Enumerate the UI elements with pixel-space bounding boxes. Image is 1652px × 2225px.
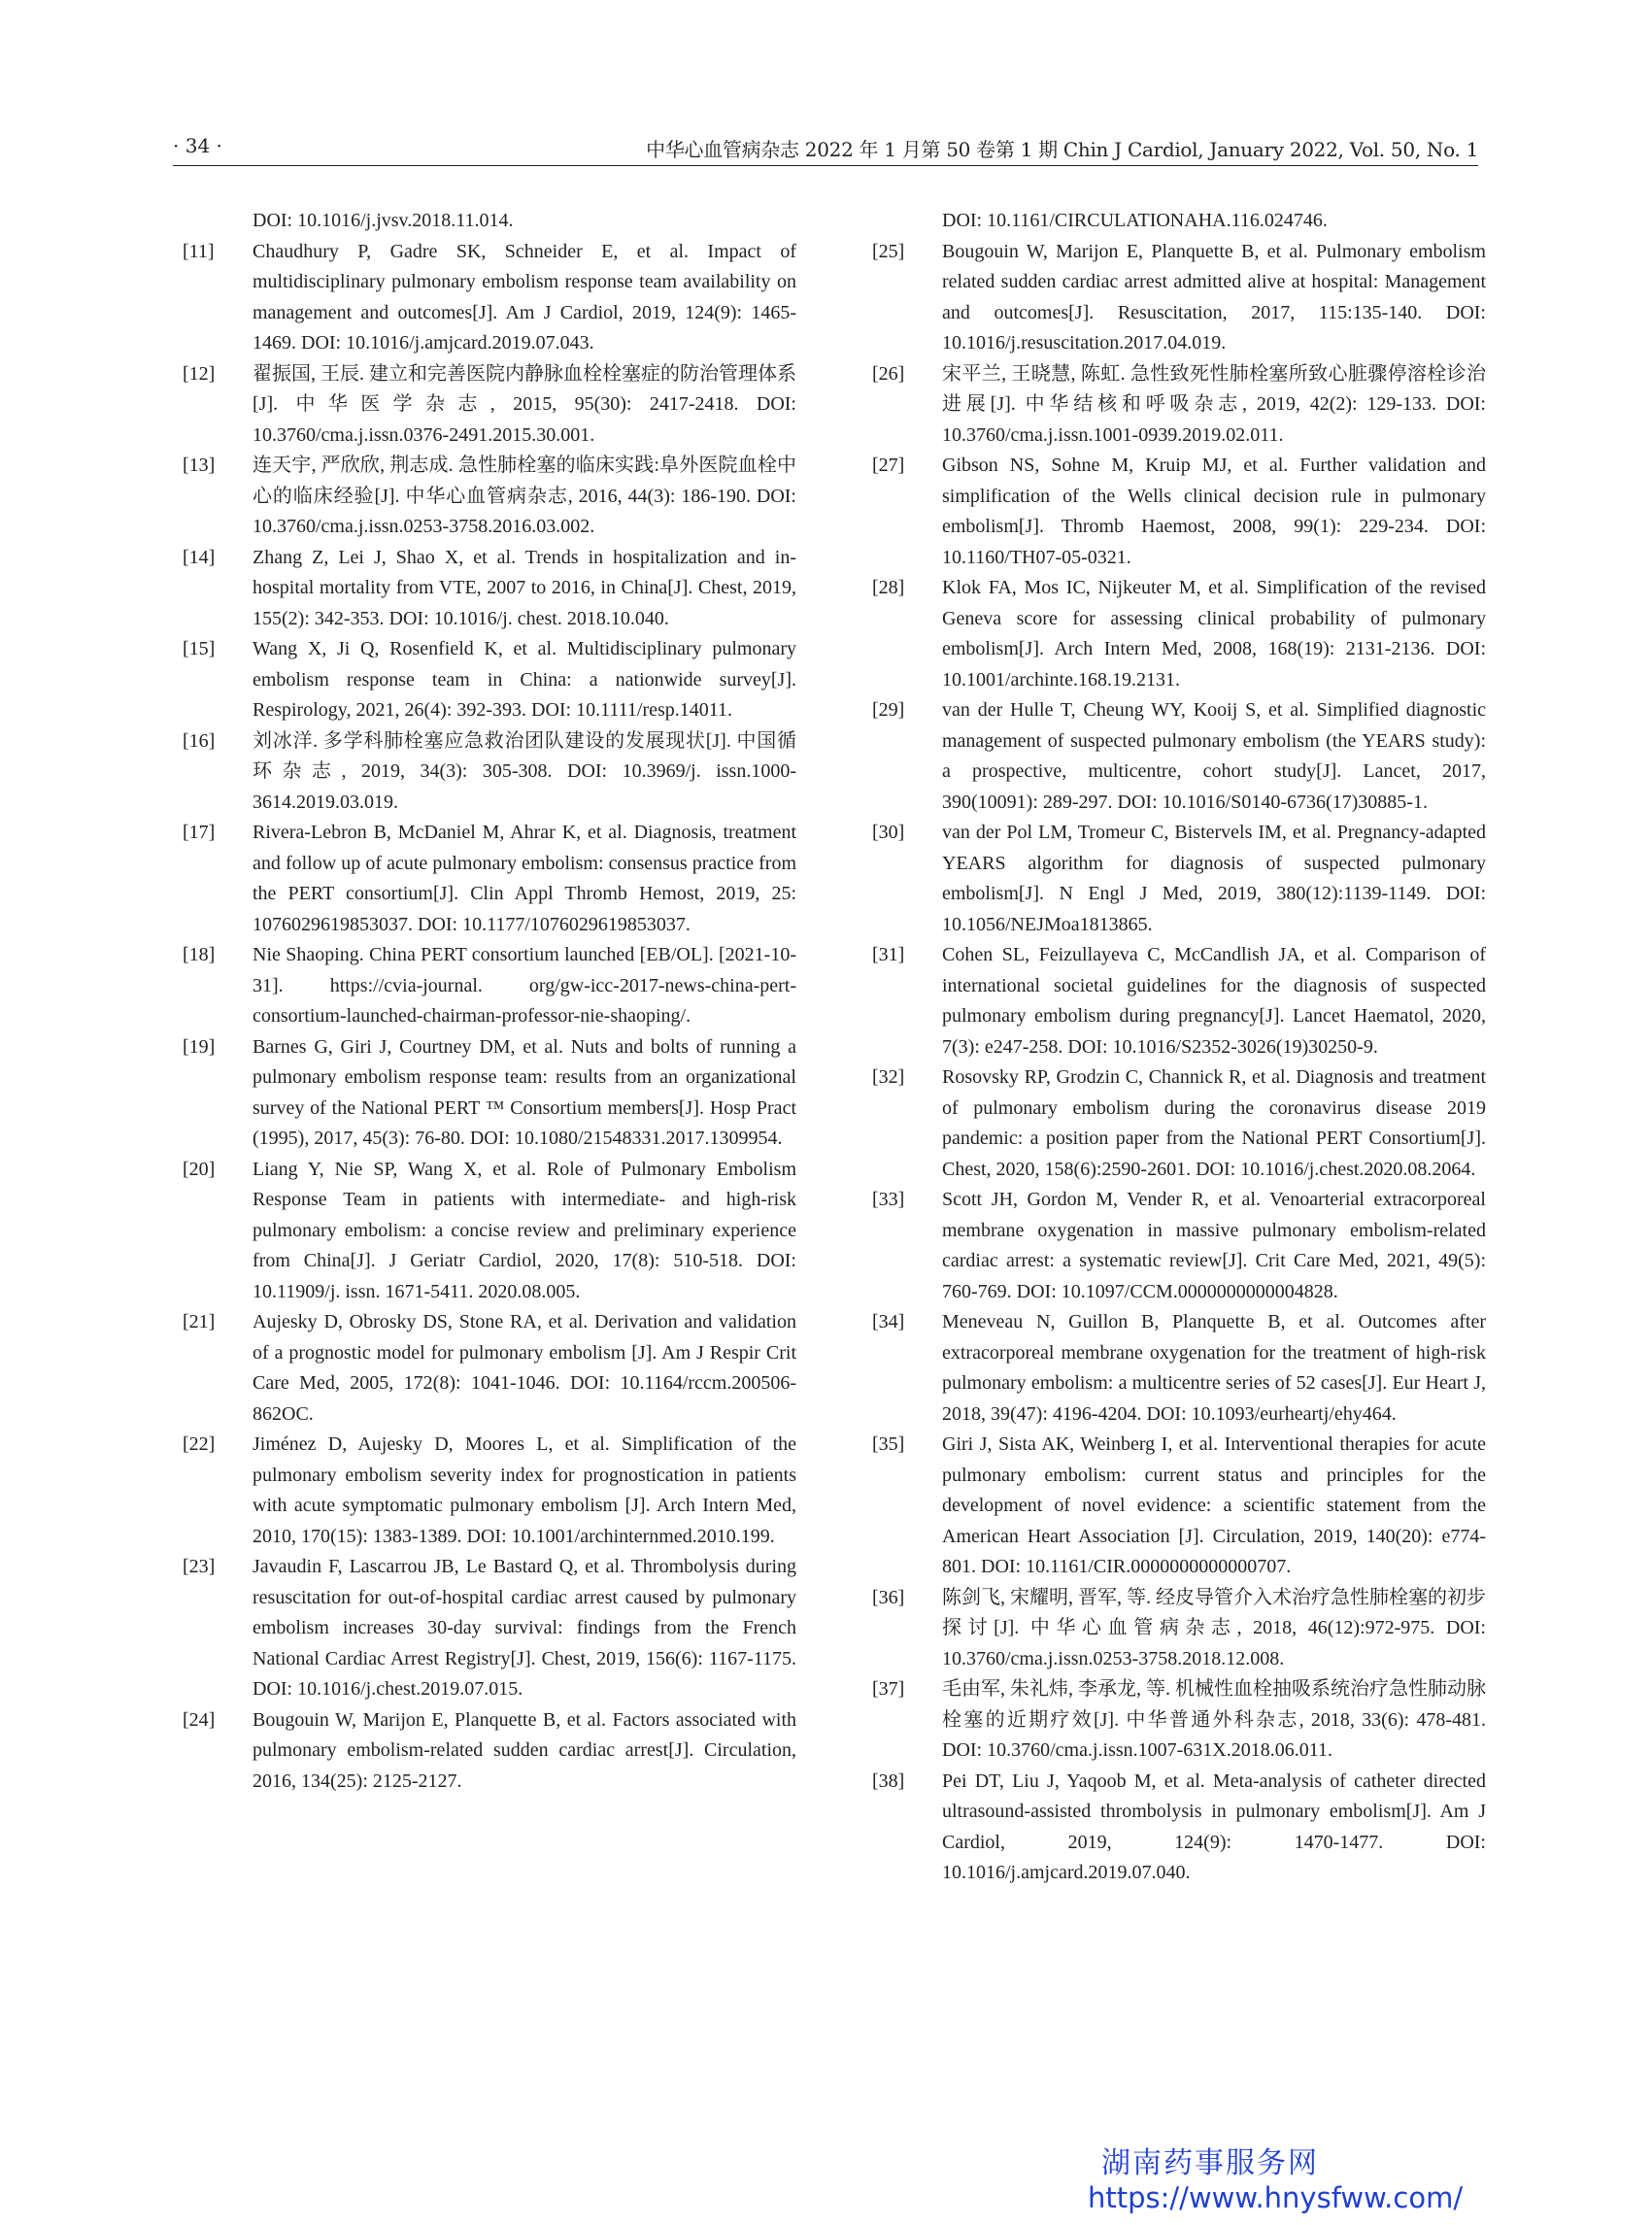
reference-item	[183, 940, 796, 1032]
reference-item	[872, 818, 1486, 940]
reference-text: Gibson NS, Sohne M, Kruip MJ, et al. Further validation and simplification of the Wells clinical decision rule in pulmonary embolism[J]. Thromb Haemost, 2008, 99(1): 229-234. DOI: 10.1160/TH07-05-0321.	[942, 455, 1486, 568]
reference-item	[872, 573, 1486, 695]
reference-number: [16]	[183, 729, 216, 752]
reference-continuation: DOI: 10.1016/j.jvsv.2018.11.014.	[253, 210, 514, 231]
reference-item	[872, 1583, 1486, 1675]
reference-text: Klok FA, Mos IC, Nijkeuter M, et al. Simplification of the revised Geneva score for assessing clinical probability of pulmonary embolism[J]. Arch Intern Med, 2008, 168(19): 2131-2136. DOI: 10.1001/archinte.168.19.2131.	[942, 577, 1486, 691]
reference-number: [38]	[872, 1770, 905, 1792]
reference-item	[872, 237, 1486, 359]
reference-text: Bougouin W, Marijon E, Planquette B, et al. Factors associated with pulmonary embolism-related sudden cardiac arrest[J]. Circulation, 2016, 134(25): 2125-2127.	[253, 1708, 796, 1792]
reference-text: Chaudhury P, Gadre SK, Schneider E, et al. Impact of multidisciplinary pulmonary embolism response team availability on management and outcomes[J]. Am J Cardiol, 2019, 124(9): 1465-1469. DOI: 10.1016/j.amjcard.2019.07.043.	[253, 240, 796, 354]
reference-number: [12]	[183, 362, 216, 385]
reference-text: Scott JH, Gordon M, Vender R, et al. Venoarterial extracorporeal membrane oxygenation in massive pulmonary embolism-related cardiac arrest: a systematic review[J]. Crit Care Med, 2021, 49(5): 760-769. DOI: 10.1097/CCM.0000000000004828.	[942, 1189, 1486, 1302]
reference-item	[872, 695, 1486, 818]
reference-number: [18]	[183, 944, 216, 965]
reference-number: [19]	[183, 1035, 216, 1058]
reference-text: Giri J, Sista AK, Weinberg I, et al. Interventional therapies for acute pulmonary embolism: current status and principles for the development of novel evidence: a scientific statement from the American Heart Association [J]. Circulation, 2019, 140(20): e774-801. DOI: 10.1161/CIR.0000000000000707.	[942, 1433, 1486, 1577]
references-right-column	[872, 206, 1486, 1889]
reference-number: [20]	[183, 1158, 216, 1180]
reference-item	[183, 818, 796, 940]
reference-item	[183, 1155, 796, 1308]
reference-text: Meneveau N, Guillon B, Planquette B, et al. Outcomes after extracorporeal membrane oxygenation for the treatment of high-risk pulmonary embolism: a multicentre series of 52 cases[J]. Eur Heart J, 2018, 39(47): 4196-4204. DOI: 10.1093/eurheartj/ehy464.	[942, 1311, 1486, 1425]
reference-number: [17]	[183, 822, 216, 843]
reference-item	[872, 359, 1486, 452]
journal-citation: 中华心血管病杂志 2022 年 1 月第 50 卷第 1 期 Chin J Cardiol, January 2022, Vol. 50, No. 1	[646, 138, 1478, 161]
reference-number: [15]	[183, 638, 216, 659]
reference-item	[183, 543, 796, 635]
watermark-site-name: 湖南药事服务网	[1101, 2146, 1319, 2180]
reference-item	[183, 634, 796, 726]
reference-list-left	[183, 237, 796, 1798]
reference-text: 翟振国, 王辰. 建立和完善医院内静脉血栓栓塞症的防治管理体系[J]. 中华医学杂志, 2015, 95(30): 2417-2418. DOI: 10.3760/cma.j.issn.0376-2491.2015.30.001.	[253, 362, 796, 446]
reference-number: [26]	[872, 362, 905, 385]
reference-number: [24]	[183, 1708, 216, 1731]
reference-number: [25]	[872, 240, 905, 262]
reference-text: Javaudin F, Lascarrou JB, Le Bastard Q, et al. Thrombolysis during resuscitation for out-of-hospital cardiac arrest caused by pulmonary embolism increases 30-day survival: findings from the French National Cardiac Arrest Registry[J]. Chest, 2019, 156(6): 1167-1175. DOI: 10.1016/j.chest.2019.07.015.	[253, 1556, 796, 1700]
reference-number: [13]	[183, 455, 216, 476]
reference-item	[872, 1430, 1486, 1583]
reference-number: [22]	[183, 1433, 216, 1455]
reference-number: [21]	[183, 1311, 216, 1332]
reference-item	[183, 237, 796, 359]
reference-item	[872, 1674, 1486, 1767]
reference-number: [28]	[872, 577, 905, 598]
reference-number: [32]	[872, 1066, 905, 1088]
reference-text: 连天宇, 严欣欣, 荆志成. 急性肺栓塞的临床实践:阜外医院血栓中心的临床经验[J]. 中华心血管病杂志, 2016, 44(3): 186-190. DOI: 10.3760/cma.j.issn.0253-3758.2016.03.002.	[253, 455, 796, 537]
reference-number: [30]	[872, 822, 905, 843]
reference-text: van der Pol LM, Tromeur C, Bistervels IM, et al. Pregnancy-adapted YEARS algorithm for diagnosis of suspected pulmonary embolism[J]. N Engl J Med, 2019, 380(12):1139-1149. DOI: 10.1056/NEJMoa1813865.	[942, 822, 1486, 935]
reference-item	[872, 940, 1486, 1062]
watermark-url-link[interactable]: https://www.hnysfww.com/	[1088, 2181, 1464, 2214]
reference-number: [11]	[183, 240, 215, 262]
reference-item	[872, 1185, 1486, 1307]
reference-number: [23]	[183, 1556, 216, 1577]
reference-text: Liang Y, Nie SP, Wang X, et al. Role of Pulmonary Embolism Response Team in patients with intermediate- and high-risk pulmonary embolism: a concise review and preliminary experience from China[J]. J Geriatr Cardiol, 2020, 17(8): 510-518. DOI: 10.11909/j. issn. 1671-5411. 2020.08.005.	[253, 1158, 796, 1302]
reference-item	[183, 726, 796, 819]
reference-text: Barnes G, Giri J, Courtney DM, et al. Nuts and bolts of running a pulmonary embolism response team: results from an organizational survey of the National PERT ™ Consortium members[J]. Hosp Pract (1995), 2017, 45(3): 76-80. DOI: 10.1080/21548331.2017.1309954.	[253, 1035, 796, 1149]
reference-number: [35]	[872, 1433, 905, 1455]
reference-text: Rosovsky RP, Grodzin C, Channick R, et al. Diagnosis and treatment of pulmonary embolism during the coronavirus disease 2019 pandemic: a position paper from the National PERT Consortium[J]. Chest, 2020, 158(6):2590-2601. DOI: 10.1016/j.chest.2020.08.2064.	[942, 1066, 1486, 1180]
reference-continuation: DOI: 10.1161/CIRCULATIONAHA.116.024746.	[942, 210, 1328, 231]
reference-text: 陈剑飞, 宋耀明, 晋军, 等. 经皮导管介入术治疗急性肺栓塞的初步探讨[J]. 中华心血管病杂志, 2018, 46(12):972-975. DOI: 10.3760/cma.j.issn.0253-3758.2018.12.008.	[942, 1586, 1486, 1669]
reference-text: Aujesky D, Obrosky DS, Stone RA, et al. Derivation and validation of a prognostic model for pulmonary embolism [J]. Am J Respir Crit Care Med, 2005, 172(8): 1041-1046. DOI: 10.1164/rccm.200506-862OC.	[253, 1311, 796, 1425]
reference-text: 宋平兰, 王晓慧, 陈虹. 急性致死性肺栓塞所致心脏骤停溶栓诊治进展[J]. 中华结核和呼吸杂志, 2019, 42(2): 129-133. DOI: 10.3760/cma.j.issn.1001-0939.2019.02.011.	[942, 362, 1486, 446]
reference-item	[183, 359, 796, 452]
reference-text: 毛由军, 朱礼炜, 李承龙, 等. 机械性血栓抽吸系统治疗急性肺动脉栓塞的近期疗效[J]. 中华普通外科杂志, 2018, 33(6): 478-481. DOI: 10.3760/cma.j.issn.1007-631X.2018.06.011.	[942, 1678, 1486, 1761]
reference-text: Bougouin W, Marijon E, Planquette B, et al. Pulmonary embolism related sudden cardiac arrest admitted alive at hospital: Management and outcomes[J]. Resuscitation, 2017, 115:135-140. DOI: 10.1016/j.resuscitation.2017.04.019.	[942, 240, 1486, 354]
running-header	[173, 128, 1478, 166]
reference-item	[872, 1767, 1486, 1889]
reference-number: [29]	[872, 699, 905, 721]
reference-text: van der Hulle T, Cheung WY, Kooij S, et al. Simplified diagnostic management of suspected pulmonary embolism (the YEARS study): a prospective, multicentre, cohort study[J]. Lancet, 2017, 390(10091): 289-297. DOI: 10.1016/S0140-6736(17)30885-1.	[942, 699, 1486, 813]
references-left-column	[183, 206, 796, 1797]
reference-text: Pei DT, Liu J, Yaqoob M, et al. Meta-analysis of catheter directed ultrasound-assisted thrombolysis in pulmonary embolism[J]. Am J Cardiol, 2019, 124(9): 1470-1477. DOI: 10.1016/j.amjcard.2019.07.040.	[942, 1770, 1486, 1883]
reference-item	[872, 1062, 1486, 1185]
reference-item	[183, 1032, 796, 1155]
reference-item	[183, 1705, 796, 1798]
reference-number: [37]	[872, 1678, 905, 1700]
reference-number: [14]	[183, 546, 216, 568]
reference-item	[872, 1307, 1486, 1430]
reference-item	[872, 451, 1486, 573]
reference-text: Wang X, Ji Q, Rosenfield K, et al. Multidisciplinary pulmonary embolism response team in China: a nationwide survey[J]. Respirology, 2021, 26(4): 392-393. DOI: 10.1111/resp.14011.	[253, 638, 796, 721]
reference-number: [34]	[872, 1311, 905, 1332]
reference-item	[183, 1307, 796, 1430]
reference-text: Zhang Z, Lei J, Shao X, et al. Trends in hospitalization and in-hospital mortality from VTE, 2007 to 2016, in China[J]. Chest, 2019, 155(2): 342-353. DOI: 10.1016/j. chest. 2018.10.040.	[253, 546, 796, 629]
reference-number: [36]	[872, 1586, 905, 1608]
reference-text: 刘冰洋. 多学科肺栓塞应急救治团队建设的发展现状[J]. 中国循环杂志, 2019, 34(3): 305-308. DOI: 10.3969/j. issn.1000-3614.2019.03.019.	[253, 729, 796, 813]
reference-list-right	[872, 237, 1486, 1889]
site-watermark[interactable]	[1088, 2146, 1496, 2214]
reference-item	[183, 451, 796, 543]
reference-item	[183, 1552, 796, 1705]
reference-text: Nie Shaoping. China PERT consortium launched [EB/OL]. [2021-10-31]. https://cvia-journal. org/gw-icc-2017-news-china-pert-consortium-launched-chairman-professor-nie-shaoping/.	[253, 944, 796, 1027]
reference-number: [33]	[872, 1189, 905, 1210]
reference-text: Jiménez D, Aujesky D, Moores L, et al. Simplification of the pulmonary embolism severity index for prognostication in patients with acute symptomatic pulmonary embolism [J]. Arch Intern Med, 2010, 170(15): 1383-1389. DOI: 10.1001/archinternmed.2010.199.	[253, 1433, 796, 1547]
reference-number: [27]	[872, 455, 905, 476]
page-number: · 34 ·	[173, 134, 222, 157]
reference-text: Cohen SL, Feizullayeva C, McCandlish JA, et al. Comparison of international societal guidelines for the diagnosis of suspected pulmonary embolism during pregnancy[J]. Lancet Haematol, 2020, 7(3): e247-258. DOI: 10.1016/S2352-3026(19)30250-9.	[942, 944, 1486, 1058]
reference-item	[183, 1430, 796, 1552]
reference-number: [31]	[872, 944, 905, 965]
reference-text: Rivera-Lebron B, McDaniel M, Ahrar K, et al. Diagnosis, treatment and follow up of acute pulmonary embolism: consensus practice from the PERT consortium[J]. Clin Appl Thromb Hemost, 2019, 25: 1076029619853037. DOI: 10.1177/1076029619853037.	[253, 822, 796, 935]
